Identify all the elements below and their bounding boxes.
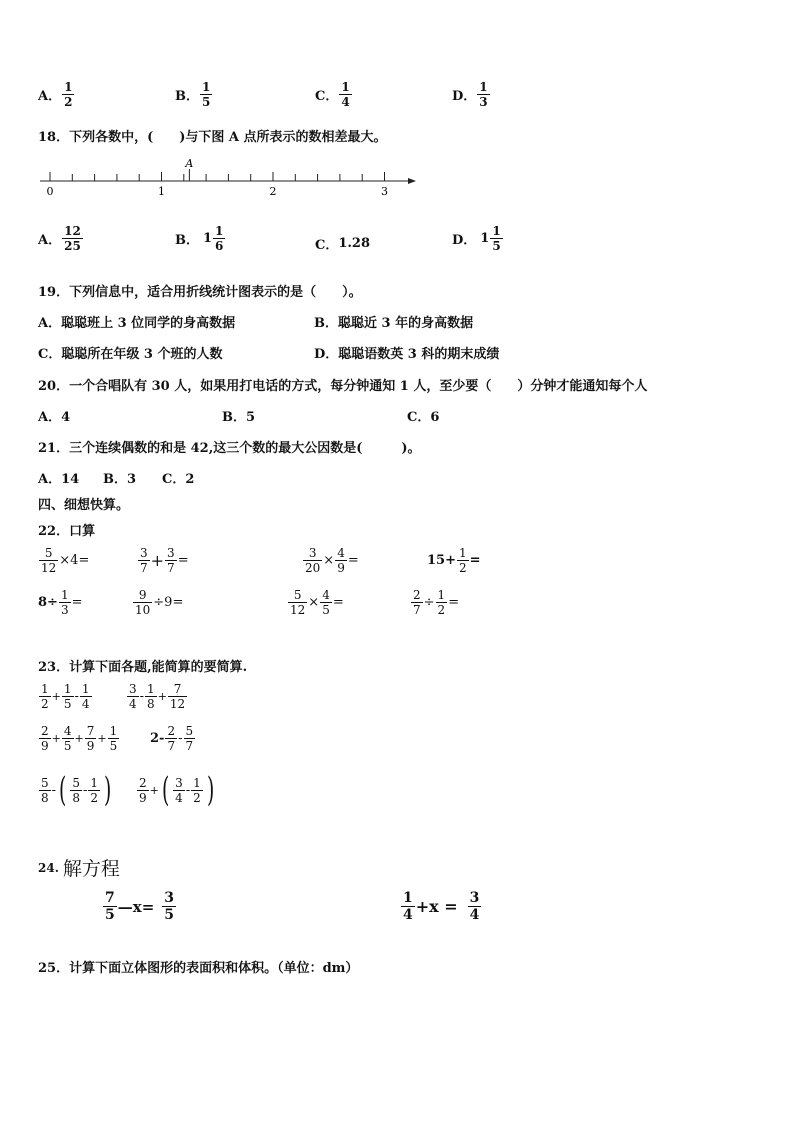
tick-label: 0	[46, 185, 54, 198]
q20-text: 20．一个合唱队有 30 人，如果用打电话的方式，每分钟通知 1 人，至少要（ ）分钟才能通知每个人	[38, 379, 648, 394]
section-4-heading: 四、细想快算。	[38, 498, 130, 513]
q21-option-a: A．14	[38, 472, 80, 487]
tick-label: 1	[158, 185, 165, 198]
q20-option-a: A．4	[38, 410, 71, 425]
tick-label: 2	[269, 185, 277, 198]
q22-expr-4: 15+ $\frac{1}{2}$ =	[427, 546, 481, 575]
q19-option-a: A．聪聪班上 3 位同学的身高数据	[38, 316, 236, 331]
q23-expr-1: $\frac{1}{2}$ + $\frac{1}{5}$ - $\frac{1}{4}$	[41, 682, 90, 711]
fraction: $\frac{1}{3}$	[479, 80, 488, 109]
q17-option-c: C． $\frac{1}{4}$	[315, 80, 350, 109]
q22-expr-1: $\frac{5}{12}$ ×4=	[41, 546, 90, 575]
q22-expr-8: $\frac{2}{7}$ ÷ $\frac{1}{2}$ =	[413, 588, 460, 617]
q18-option-c: C． 1.28	[315, 236, 371, 253]
q22-expr-7: $\frac{5}{12}$ × $\frac{4}{5}$ =	[290, 588, 344, 617]
q21-option-b: B．3	[103, 472, 137, 487]
q23-expr-6: $\frac{2}{9}$ + ( $\frac{3}{4}$ - $\frac{1}{2}$ )	[139, 770, 215, 810]
q22-expr-3: $\frac{3}{20}$ × $\frac{4}{9}$ =	[305, 546, 359, 575]
q18-option-a: A． $\frac{12}{25}$	[38, 224, 81, 253]
q25-text: 25．计算下面立体图形的表面积和体积。（单位：dm）	[38, 961, 359, 976]
q20-option-c: C．6	[407, 410, 440, 425]
q18-option-d: D． 1 $\frac{1}{5}$	[452, 224, 501, 253]
tick-label: 3	[381, 185, 388, 198]
q23-expr-4: 2- $\frac{2}{7}$ - $\frac{5}{7}$	[150, 724, 194, 753]
q22-expr-2: $\frac{3}{7}$ + $\frac{3}{7}$ =	[140, 546, 189, 575]
q17-option-d: D． $\frac{1}{3}$	[452, 80, 488, 109]
fraction: $\frac{1}{4}$	[341, 80, 350, 109]
q23-expr-5: $\frac{5}{8}$ - ( $\frac{5}{8}$ - $\frac{1}{2}$ )	[41, 770, 112, 810]
number-line-arrow	[408, 178, 416, 184]
q19-option-c: C．聪聪所在年级 3 个班的人数	[38, 347, 223, 362]
q19-option-d: D．聪聪语数英 3 科的期末成绩	[314, 347, 500, 362]
q23-title: 23．计算下面各题,能简算的要简算.	[38, 660, 248, 675]
number-line-ticks	[50, 172, 385, 181]
q20-option-b: B．5	[222, 410, 256, 425]
q24-equation-2: $\frac{1}{4}$ +x = $\frac{3}{4}$	[403, 890, 480, 923]
q21-option-c: C．2	[162, 472, 195, 487]
number-line	[36, 156, 426, 200]
q18-text: 18．下列各数中，( )与下图 A 点所表示的数相差最大。	[38, 130, 387, 145]
fraction: $\frac{1}{5}$	[202, 80, 211, 109]
point-a-label: A	[185, 157, 194, 170]
q22-expr-6: $\frac{9}{10}$ ÷9=	[135, 588, 184, 617]
number-line-labels	[47, 185, 389, 198]
q17-option-b: B． $\frac{1}{5}$	[175, 80, 211, 109]
q17-option-a: A． $\frac{1}{2}$	[38, 80, 73, 109]
q23-expr-2: $\frac{3}{4}$ - $\frac{1}{8}$ + $\frac{7}{12}$	[129, 682, 186, 711]
fraction: $\frac{1}{2}$	[64, 80, 73, 109]
q22-expr-5: 8÷ $\frac{1}{3}$ =	[38, 588, 83, 617]
q23-expr-3: $\frac{2}{9}$ + $\frac{4}{5}$ + $\frac{7}{9}$ + $\frac{1}{5}$	[41, 724, 118, 753]
q24-equation-1: $\frac{7}{5}$ —x= $\frac{3}{5}$	[105, 890, 175, 923]
q19-text: 19．下列信息中，适合用折线统计图表示的是（ ）。	[38, 285, 362, 300]
q24-heading: 24. 解方程	[38, 858, 120, 880]
q18-option-b: B． 1 $\frac{1}{6}$	[175, 224, 224, 253]
q22-title: 22．口算	[38, 524, 96, 539]
q19-option-b: B．聪聪近 3 年的身高数据	[314, 316, 474, 331]
q21-text: 21．三个连续偶数的和是 42,这三个数的最大公因数是( )。	[38, 441, 421, 456]
